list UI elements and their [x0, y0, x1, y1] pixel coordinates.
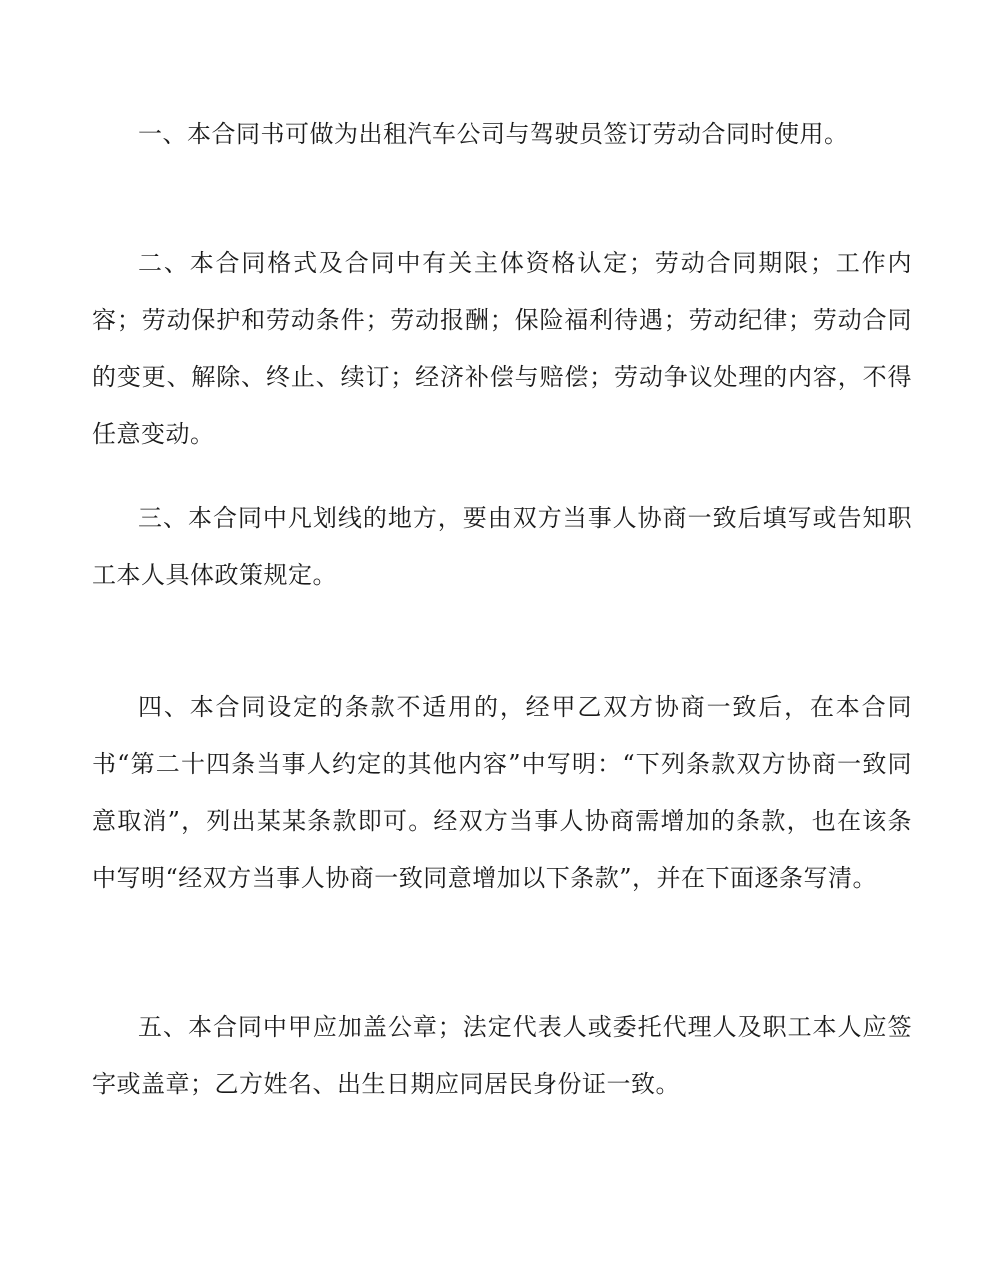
paragraph-1: 一、本合同书可做为出租汽车公司与驾驶员签订劳动合同时使用。 — [138, 120, 849, 148]
paragraph-4: 四、本合同设定的条款不适用的，经甲乙双方协商一致后，在本合同书“第二十四条当事人约定的其他内容”中写明：“下列条款双方协商一致同意取消”，列出某某条款即可。经双方当事人协商需增加的条款，也在该条中写明“经双方当事人协商一致同意增加以下条款”，并在下面逐条写清。 — [92, 693, 912, 892]
paragraph-2: 二、本合同格式及合同中有关主体资格认定；劳动合同期限；工作内容；劳动保护和劳动条件；劳动报酬；保险福利待遇；劳动纪律；劳动合同的变更、解除、终止、续订；经济补偿与赔偿；劳动争议处理的内容，不得任意变动。 — [92, 249, 912, 448]
paragraph-3: 三、本合同中凡划线的地方，要由双方当事人协商一致后填写或告知职工本人具体政策规定。 — [92, 504, 912, 589]
paragraph-5: 五、本合同中甲应加盖公章；法定代表人或委托代理人及职工本人应签字或盖章；乙方姓名、出生日期应同居民身份证一致。 — [92, 1013, 912, 1098]
